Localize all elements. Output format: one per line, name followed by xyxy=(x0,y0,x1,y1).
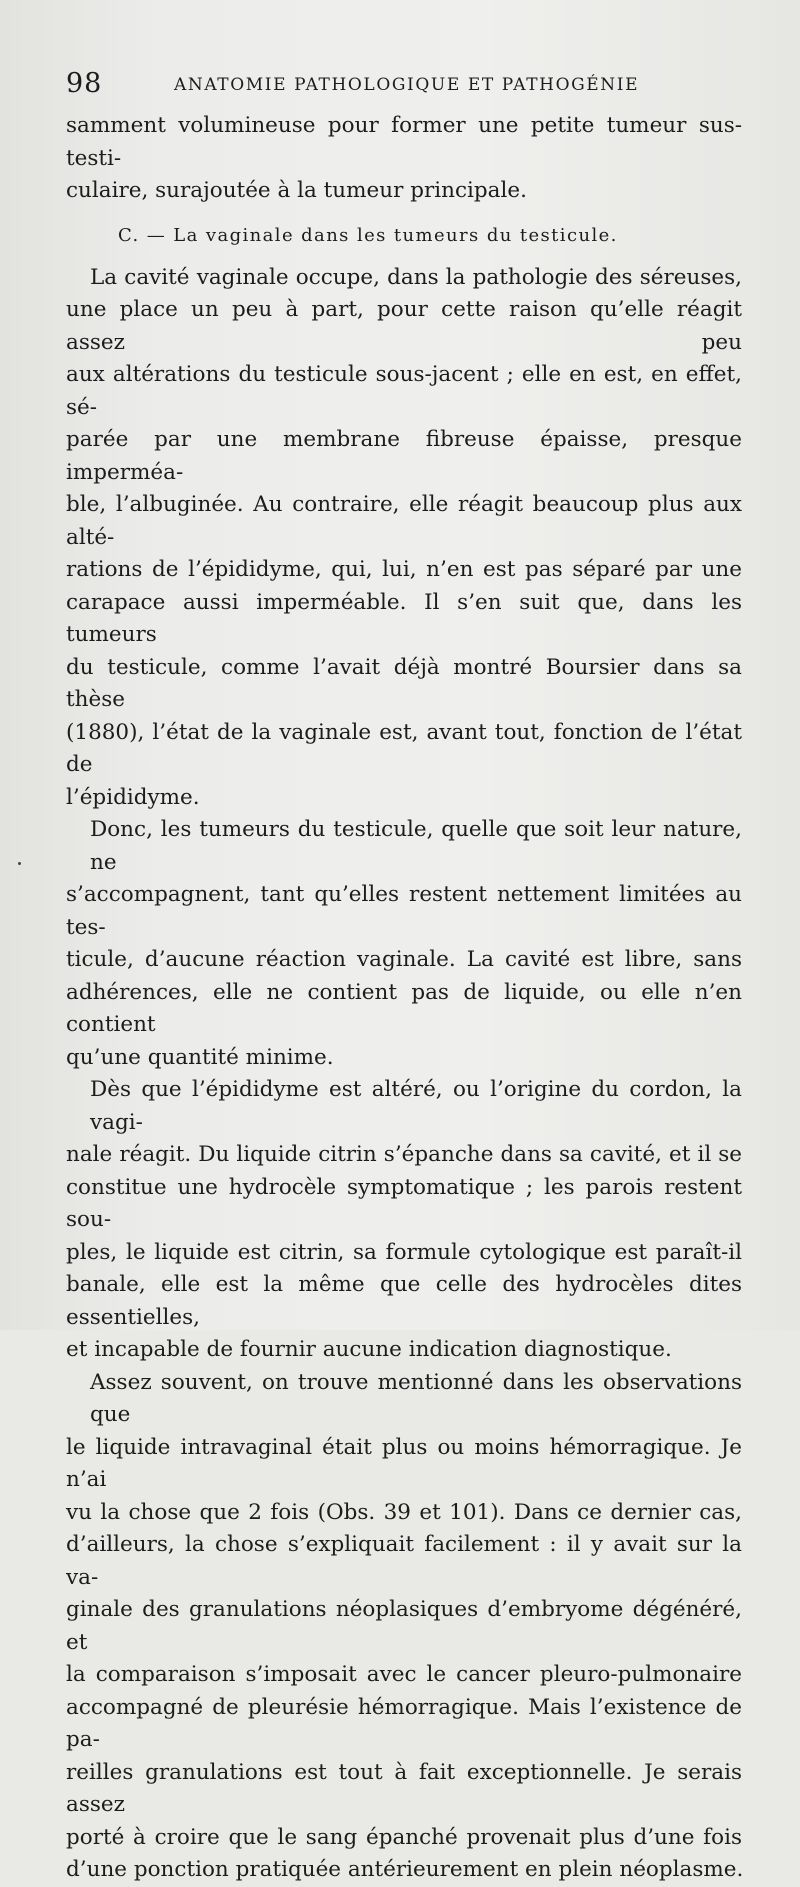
paragraph xyxy=(66,1367,742,1887)
text-line: culaire, surajoutée à la tumeur principale. xyxy=(66,178,527,203)
text-line: banale, elle est la même que celle des hydrocèles dites essentielles, xyxy=(66,1272,742,1330)
text-line: porté à croire que le sang épanché provenait plus d’une fois xyxy=(66,1824,742,1850)
paragraph xyxy=(66,262,742,815)
text-line: qu’une quantité minime. xyxy=(66,1044,334,1070)
running-title: ANATOMIE PATHOLOGIQUE ET PATHOGÉNIE xyxy=(174,75,640,95)
text-line: constitue une hydrocèle symptomatique ; les parois restent sou- xyxy=(66,1174,742,1232)
text-line: Assez souvent, on trouve mentionné dans les observations que xyxy=(90,1369,742,1427)
page-header xyxy=(66,68,760,102)
text-line: s’accompagnent, tant qu’elles restent nettement limitées au tes- xyxy=(66,882,742,940)
text-line: vu la chose que 2 fois (Obs. 39 et 101). Dans ce dernier cas, xyxy=(66,1499,742,1525)
text-line: d’ailleurs, la chose s’expliquait facilement : il y avait sur la va- xyxy=(66,1532,742,1590)
text-line: La cavité vaginale occupe, dans la pathologie des séreuses, xyxy=(90,264,742,290)
text-line: nale réagit. Du liquide citrin s’épanche dans sa cavité, et il se xyxy=(66,1142,742,1167)
text-line: rations de l’épididyme, qui, lui, n’en est pas séparé par une xyxy=(66,557,742,582)
text-line: accompagné de pleurésie hémorragique. Mais l’existence de pa- xyxy=(66,1694,742,1752)
text-line: une place un peu à part, pour cette raison qu’elle réagit assez peu xyxy=(66,297,742,355)
page-number: 98 xyxy=(66,68,103,99)
text-line: ticule, d’aucune réaction vaginale. La cavité est libre, sans xyxy=(66,947,742,972)
text-line: ples, le liquide est citrin, sa formule cytologique est paraît-il xyxy=(66,1239,742,1265)
text-line: parée par une membrane fibreuse épaisse, presque imperméa- xyxy=(66,427,742,485)
text-line: reilles granulations est tout à fait exceptionnelle. Je serais assez xyxy=(66,1759,742,1817)
text-line: la comparaison s’imposait avec le cancer pleuro-pulmonaire xyxy=(66,1662,742,1687)
text-line: Donc, les tumeurs du testicule, quelle que soit leur nature, ne xyxy=(90,817,742,875)
intro-paragraph xyxy=(66,110,742,208)
paragraph xyxy=(66,1074,742,1367)
text-line: aux altérations du testicule sous-jacent ; elle en est, en effet, sé- xyxy=(66,362,742,420)
text-line: l’épididyme. xyxy=(66,784,200,810)
paper-speck xyxy=(18,862,21,865)
text-line: du testicule, comme l’avait déjà montré Boursier dans sa thèse xyxy=(66,654,742,712)
section-heading: C. — La vaginale dans les tumeurs du testicule. xyxy=(118,224,618,246)
text-line: adhérences, elle ne contient pas de liquide, ou elle n’en contient xyxy=(66,979,742,1037)
text-line: ginale des granulations néoplasiques d’embryome dégénéré, et xyxy=(66,1597,742,1655)
text-line: Dès que l’épididyme est altéré, ou l’origine du cordon, la vagi- xyxy=(90,1077,742,1135)
text-line: d’une ponction pratiquée antérieurement en plein néoplasme. xyxy=(66,1857,744,1882)
paragraph xyxy=(66,814,742,1074)
page-body xyxy=(66,110,742,1887)
text-line: ble, l’albuginée. Au contraire, elle réagit beaucoup plus aux alté- xyxy=(66,492,742,550)
text-line: le liquide intravaginal était plus ou moins hémorragique. Je n’ai xyxy=(66,1434,742,1492)
text-line: (1880), l’état de la vaginale est, avant tout, fonction de l’état de xyxy=(66,719,742,777)
text-line: samment volumineuse pour former une petite tumeur sus-testi- xyxy=(66,113,742,171)
text-line: et incapable de fournir aucune indication diagnostique. xyxy=(66,1337,672,1362)
text-line: carapace aussi imperméable. Il s’en suit que, dans les tumeurs xyxy=(66,589,742,647)
